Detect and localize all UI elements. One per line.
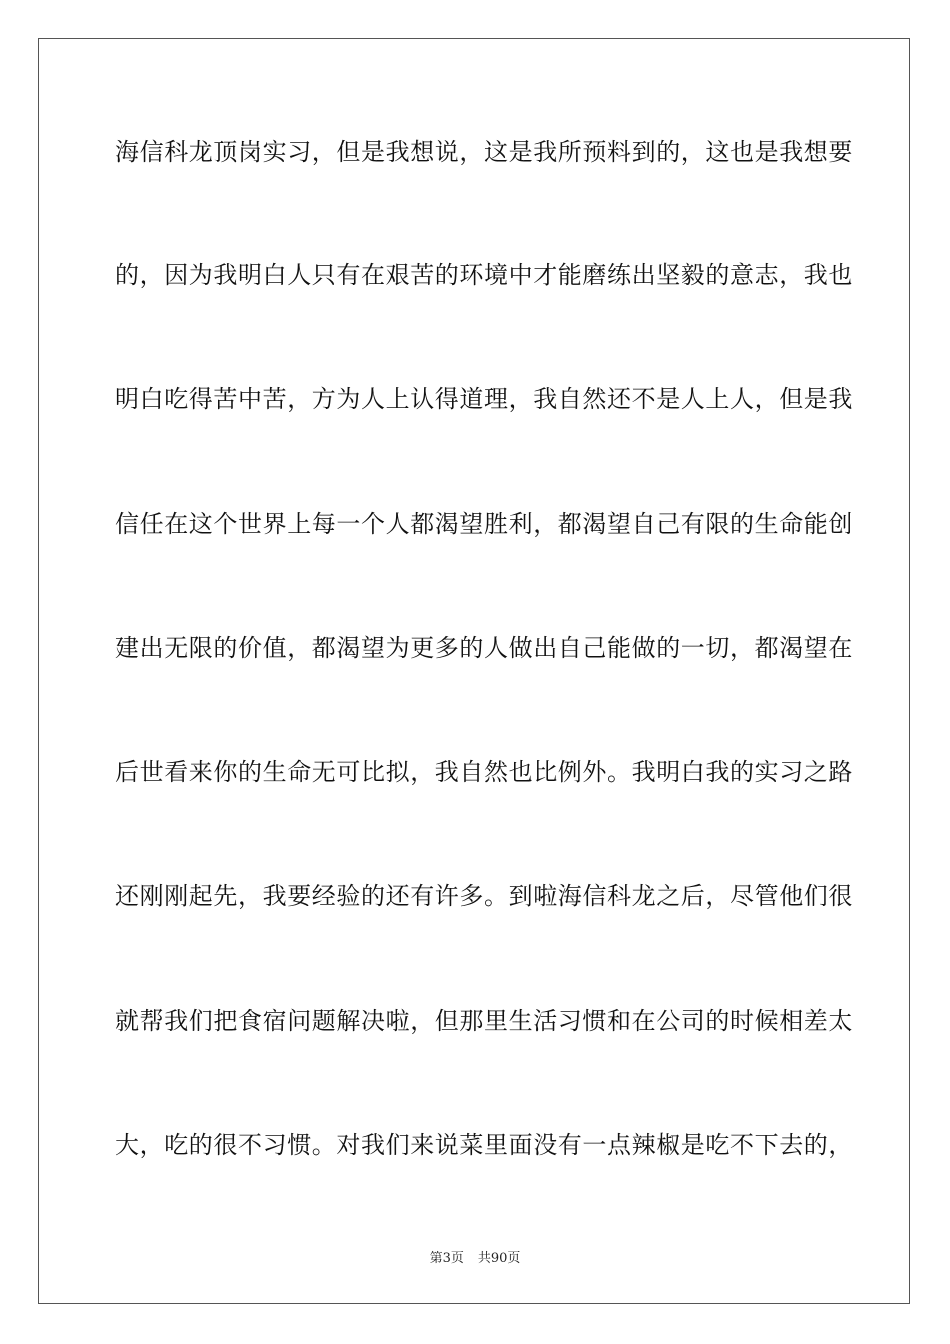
text-line-3: 明白吃得苦中苦，方为人上认得道理，我自然还不是人上人，但是我 bbox=[115, 385, 853, 413]
page-footer bbox=[0, 1247, 950, 1266]
text-line-5: 建出无限的价值，都渴望为更多的人做出自己能做的一切，都渴望在 bbox=[115, 634, 853, 662]
page-border bbox=[38, 38, 910, 1304]
text-line-9: 大，吃的很不习惯。对我们来说菜里面没有一点辣椒是吃不下去的， bbox=[115, 1131, 853, 1159]
text-line-1: 海信科龙顶岗实习，但是我想说，这是我所预料到的，这也是我想要 bbox=[115, 138, 853, 166]
text-line-6: 后世看来你的生命无可比拟，我自然也比例外。我明白我的实习之路 bbox=[115, 758, 853, 786]
text-line-8: 就帮我们把食宿问题解决啦，但那里生活习惯和在公司的时候相差太 bbox=[115, 1007, 853, 1035]
total-pages: 共90页 bbox=[477, 1251, 521, 1266]
page-number: 第3页 bbox=[429, 1251, 464, 1266]
text-line-4: 信任在这个世界上每一个人都渴望胜利，都渴望自己有限的生命能创 bbox=[115, 510, 853, 538]
text-line-7: 还刚刚起先，我要经验的还有许多。到啦海信科龙之后，尽管他们很 bbox=[115, 882, 853, 910]
text-line-2: 的，因为我明白人只有在艰苦的环境中才能磨练出坚毅的意志，我也 bbox=[115, 261, 853, 289]
